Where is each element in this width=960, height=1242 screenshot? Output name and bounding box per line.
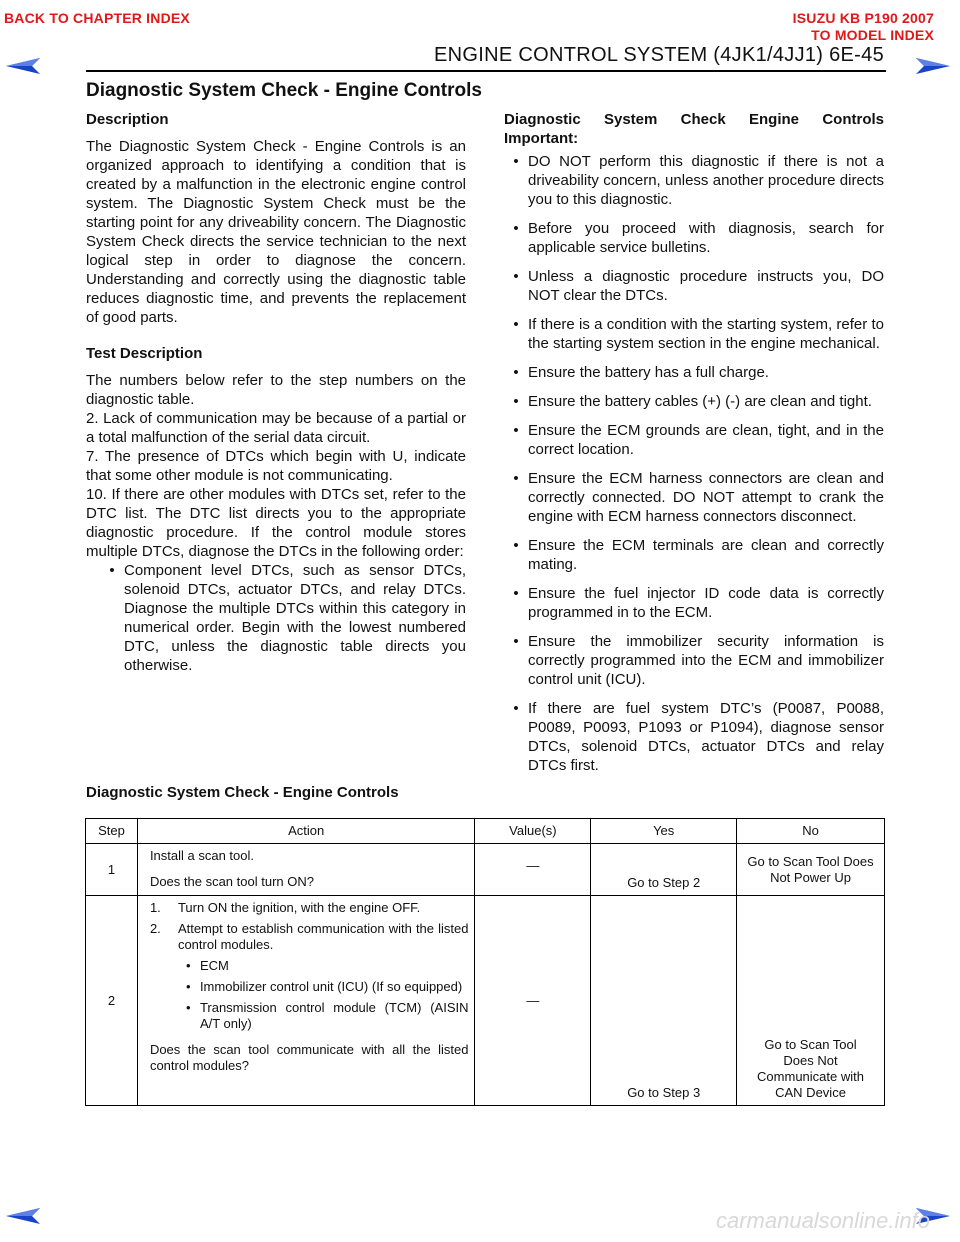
bullet-text: Unless a diagnostic procedure instructs you, DO NOT clear the DTCs. (528, 268, 884, 304)
action-cell (137, 844, 475, 896)
table-row (86, 896, 885, 1106)
important-bullet (504, 421, 884, 459)
description-heading: Description (86, 111, 169, 128)
bullet-dot: • (513, 700, 519, 717)
yes-cell[interactable]: Go to Step 3 (591, 896, 737, 1106)
action-text: Install a scan tool. (149, 848, 254, 863)
bullet-text: Ensure the ECM harness connectors are clean and correctly connected. DO NOT attempt to crank the engine with ECM harness connectors disconnect. (528, 470, 884, 525)
test-step-7: 7. The presence of DTCs which begin with U, indicate that some other module is not communicating. (86, 448, 466, 484)
module-item: ECM (199, 958, 229, 973)
action-item: Turn ON the ignition, with the engine OFF. (177, 900, 421, 915)
important-bullet (504, 219, 884, 257)
module-item: Immobilizer control unit (ICU) (If so equipped) (199, 979, 463, 994)
important-bullet (504, 315, 884, 353)
header-divider (86, 70, 886, 72)
bullet-dot: • (513, 633, 519, 650)
test-description-heading: Test Description (86, 345, 203, 362)
important-bullet (504, 584, 884, 622)
bullet-text: Ensure the battery cables (+) (-) are clean and tight. (528, 393, 872, 410)
bullet-text: If there is a condition with the starting system, refer to the starting system section in the engine mechanical. (528, 316, 884, 352)
bullet-dot: • (513, 268, 519, 285)
back-to-chapter-index-link[interactable]: BACK TO CHAPTER INDEX (4, 10, 190, 26)
step-number: 1 (86, 844, 138, 896)
important-heading-line2: Important: (504, 130, 579, 147)
bullet-dot: • (513, 537, 519, 554)
bullet-text: Component level DTCs, such as sensor DTCs, solenoid DTCs, actuator DTCs, and relay DTCs. Diagnose the multiple DTCs within this category in numerical order. Begin with the lowest numbered DTC, unless the diagnostic table directs you otherwise. (124, 562, 466, 674)
bullet-dot: • (513, 153, 519, 170)
bullet-dot: • (513, 393, 519, 410)
bullet-text: Ensure the ECM terminals are clean and correctly mating. (528, 537, 884, 573)
bullet-text: Before you proceed with diagnosis, search for applicable service bulletins. (528, 220, 884, 256)
bullet-dot: • (109, 562, 115, 579)
bullet-text: DO NOT perform this diagnostic if there is not a driveability concern, unless another procedure directs you to this diagnostic. (528, 153, 884, 208)
test-intro: The numbers below refer to the step numbers on the diagnostic table. (86, 372, 466, 408)
values-cell: — (475, 896, 591, 1106)
item-number: 1. (149, 900, 161, 915)
bullet-text: Ensure the fuel injector ID code data is correctly programmed in to the ECM. (528, 585, 884, 621)
no-cell[interactable]: Go to Scan Tool Does Not Power Up (737, 844, 885, 896)
header-values: Value(s) (475, 819, 591, 844)
diagnostic-table (85, 818, 885, 1106)
important-bullet (504, 267, 884, 305)
action-cell (137, 896, 475, 1106)
left-column (86, 110, 466, 685)
yes-cell[interactable]: Go to Step 2 (591, 844, 737, 896)
header-action: Action (137, 819, 475, 844)
important-bullet-list (504, 152, 884, 775)
bullet-dot: • (185, 1000, 191, 1015)
previous-page-arrow-icon[interactable] (4, 56, 44, 81)
bullet-dot: • (185, 979, 191, 994)
bullet-text: Ensure the ECM grounds are clean, tight, and in the correct location. (528, 422, 884, 458)
bullet-dot: • (185, 958, 191, 973)
bullet-dot: • (513, 364, 519, 381)
next-page-arrow-icon[interactable] (912, 56, 952, 81)
item-number: 2. (149, 921, 161, 936)
important-bullet (504, 632, 884, 689)
bullet-dot: • (513, 470, 519, 487)
important-bullet (504, 152, 884, 209)
table-title: Diagnostic System Check - Engine Controls (86, 784, 399, 801)
previous-page-arrow-bottom-icon[interactable] (4, 1206, 44, 1231)
bullet-text: Ensure the immobilizer security information is correctly programmed into the ECM and immobilizer control unit (ICU). (528, 633, 884, 688)
important-bullet (504, 699, 884, 775)
bullet-text: Ensure the battery has a full charge. (528, 364, 769, 381)
important-bullet (504, 469, 884, 526)
dtc-order-bullet (100, 561, 466, 675)
model-title-link[interactable]: ISUZU KB P190 2007 (792, 10, 934, 26)
right-column (504, 110, 884, 785)
important-bullet (504, 536, 884, 574)
action-item: Attempt to establish communication with the listed control modules. (177, 921, 469, 952)
action-question: Does the scan tool turn ON? (149, 874, 314, 889)
watermark: carmanualsonline.info (715, 1208, 930, 1233)
test-step-2: 2. Lack of communication may be because of a partial or a total malfunction of the serial data circuit. (86, 410, 466, 446)
description-text: The Diagnostic System Check - Engine Controls is an organized approach to identifying a condition that is created by a malfunction in the electronic engine control system. The Diagnostic System Check must be the starting point for any driveability concern. The Diagnostic System Check directs the service technician to the next logical step in order to diagnose the concern. Understanding and correctly using the diagnostic table reduces diagnostic time, and prevents the replacement of good parts. (86, 138, 466, 326)
test-step-10: 10. If there are other modules with DTCs set, refer to the DTC list. The DTC list directs you to the appropriate diagnostic procedure. If the control module stores multiple DTCs, diagnose the DTCs in the following order: (86, 486, 466, 560)
module-item: Transmission control module (TCM) (AISIN A/T only) (199, 1000, 469, 1031)
bullet-dot: • (513, 585, 519, 602)
header-no: No (737, 819, 885, 844)
step-number: 2 (86, 896, 138, 1106)
section-title: Diagnostic System Check - Engine Controls (86, 80, 482, 101)
table-row (86, 844, 885, 896)
values-cell: — (475, 844, 591, 896)
to-model-index-link[interactable]: TO MODEL INDEX (811, 27, 934, 43)
header-step: Step (86, 819, 138, 844)
page-header: ENGINE CONTROL SYSTEM (4JK1/4JJ1) 6E-45 (434, 44, 884, 66)
bullet-dot: • (513, 422, 519, 439)
important-bullet (504, 392, 884, 411)
important-bullet (504, 363, 884, 382)
header-yes: Yes (591, 819, 737, 844)
table-header-row (86, 819, 885, 844)
no-cell[interactable]: Go to Scan Tool Does Not Communicate with CAN Device (737, 896, 885, 1106)
bullet-dot: • (513, 220, 519, 237)
bullet-text: If there are fuel system DTC’s (P0087, P0088, P0089, P0093, P1093 or P1094), diagnose sensor DTCs, solenoid DTCs, actuator DTCs and relay DTCs first. (528, 700, 884, 774)
action-question: Does the scan tool communicate with all the listed control modules? (149, 1042, 469, 1073)
bullet-dot: • (513, 316, 519, 333)
important-heading-line1: Diagnostic System Check Engine Controls (504, 111, 884, 128)
